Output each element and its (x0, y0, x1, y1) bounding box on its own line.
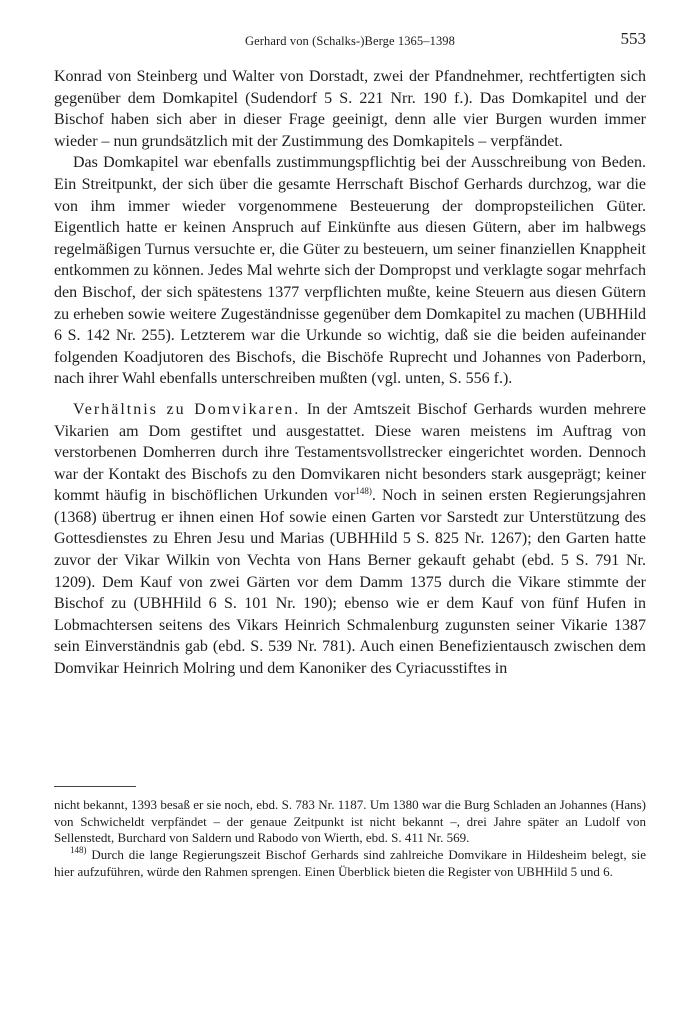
section-paragraph (54, 399, 646, 680)
paragraph-text: . Noch in seinen ersten Regierungsjahren (1368) übertrug er ihnen einen Hof sowie einen Garten vor Sarstedt zur Unterstützung des Gottesdienstes zu Ehren Jesu und Marias (UBHHild 5 S. 825 Nr. 1267); den Garten hatte zuvor der Vikar Wilkin von Vechta von Hans Berner gekauft gehabt (ebd. 5 S. 791 Nr. 1209). Dem Kauf von zwei Gärten vor dem Damm 1375 durch die Vikare stimmte der Bischof zu (UBHHild 6 S. 101 Nr. 190); ebenso wie er dem Kauf von fünf Hufen in Lobmachtersen seitens des Vikars Heinrich Schmalenburg zugunsten seiner Vikarie 1387 sein Einverständnis gab (ebd. S. 539 Nr. 781). Auch einen Benefizientausch zwischen dem Domvikar Heinrich Molring und dem Kanoniker des Cyriacusstiftes in (54, 487, 646, 678)
section-heading: Verhältnis zu Domvikaren. (73, 400, 301, 418)
main-text (54, 66, 646, 680)
footnotes (54, 797, 646, 881)
footnote-text: Durch die lange Regierungszeit Bischof Gerhards sind zahlreiche Domvikare in Hildesheim belegt, sie hier aufzuführen, würde den Rahmen sprengen. Einen Überblick bieten die Register von UBHHild 5 und 6. (54, 847, 646, 879)
page-header (54, 28, 646, 54)
paragraph-text: In der Amtszeit Bischof Gerhards wurden mehrere Vikarien am Dom gestiftet und ausgestattet. Diese waren meistens im Auftrag von verstorbenen Domherren durch ihre Testamentsvollstrecker eingerichtet worden. Dennoch war der Kontakt des Bischofs zu den Domvikaren nicht besonders stark ausgeprägt; keiner kommt häufig in bischöflichen Urkunden vor (54, 400, 646, 505)
footnote-reference: 148) (355, 486, 372, 497)
footnote-continuation: nicht bekannt, 1393 besaß er sie noch, ebd. S. 783 Nr. 1187. Um 1380 war die Burg Schladen an Johannes (Hans) von Schwicheldt verpfändet – der genaue Zeitpunkt ist nicht bekannt –, drei Jahre später an Ludolf von Sellenstedt, Burchard von Saldern und Rabodo von Wierth, ebd. S. 411 Nr. 569. (54, 797, 646, 846)
footnote-number: 148) (70, 845, 87, 856)
paragraph: Konrad von Steinberg und Walter von Dorstadt, zwei der Pfandnehmer, rechtfertigten sich gegenüber dem Domkapitel (Sudendorf 5 S. 221 Nrr. 190 f.). Das Domkapitel und der Bischof haben sich aber in dieser Frage geeinigt, denn alle vier Burgen wurden immer wieder – nun grundsätzlich mit der Zustimmung des Domkapitels – verpfändet. (54, 68, 646, 150)
footnote-divider (54, 786, 136, 787)
paragraph: Das Domkapitel war ebenfalls zustimmungspflichtig bei der Ausschreibung von Beden. Ein Streitpunkt, der sich über die gesamte Herrschaft Bischof Gerhards durchzog, war die von ihm immer wieder vorgenommene Besteuerung der dompropsteilichen Güter. Eigentlich hatte er keinen Anspruch auf Einkünfte aus diesen Gütern, aber im halbwegs regelmäßigen Turnus versuchte er, die Güter zu besteuern, um seiner finanziellen Knappheit entkommen zu können. Jedes Mal wehrte sich der Dompropst und verklagte sogar mehrfach den Bischof, der sich spätestens 1377 verpflichten mußte, keine Steuern aus diesen Gütern zu erheben sowie weitere Zugeständnisse gegenüber dem Domkapitel zu machen (UBHHild 6 S. 142 Nr. 255). Letzterem war die Urkunde so wichtig, daß sie die beiden aufeinander folgenden Koadjutoren des Bischofs, die Bischöfe Ruprecht und Johannes von Paderborn, nach ihrer Wahl ebenfalls unterschreiben mußten (vgl. unten, S. 556 f.). (54, 154, 646, 388)
footnote (54, 847, 646, 880)
page-number: 553 (620, 29, 646, 48)
running-title: Gerhard von (Schalks-)Berge 1365–1398 (244, 34, 456, 48)
